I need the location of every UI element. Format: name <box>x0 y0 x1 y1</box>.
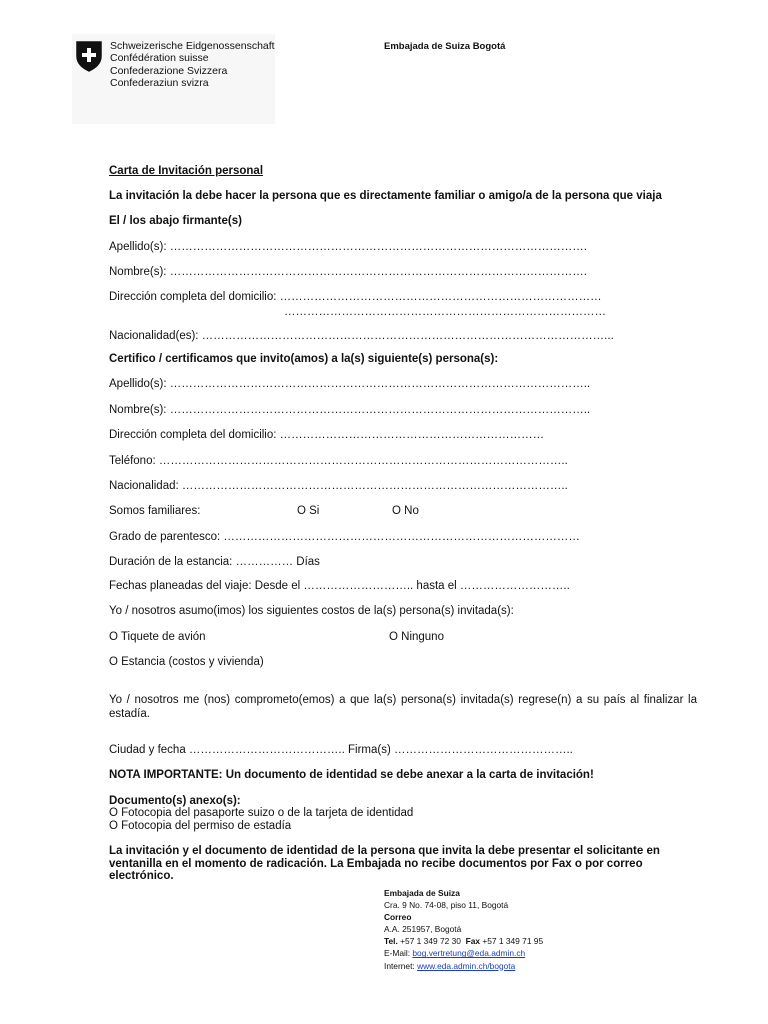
signer-name-field: Nombre(s): ………………………………………………………………………………………………. <box>109 266 587 278</box>
footer-email-line <box>384 947 543 959</box>
signer-surname-field: Apellido(s): ………………………………………………………………………………………………. <box>109 241 587 253</box>
tel-value: +57 1 349 72 30 <box>400 936 461 947</box>
footer-po-box: A.A. 251957, Bogotá <box>384 924 462 935</box>
family-no-option: O No <box>392 505 419 517</box>
fax-value: +57 1 349 71 95 <box>482 936 544 947</box>
footer-contact <box>384 887 543 972</box>
invitee-nationality-field: Nacionalidad: ……………………………………………………………………………………….. <box>109 480 568 492</box>
costs-statement: Yo / nosotros asumo(imos) los siguientes costos de la(s) persona(s) invitada(s): <box>109 605 514 617</box>
logo-line: Confederazione Svizzera <box>110 64 228 77</box>
fax-label: Fax <box>465 936 481 947</box>
signer-address-line2: ………………………………………………………………………… <box>284 306 606 318</box>
cost-option-flight: O Tiquete de avión <box>109 631 206 643</box>
section2-heading: Certifico / certificamos que invito(amos) a la(s) siguiente(s) persona(s): <box>109 353 499 365</box>
signer-address-field: Dirección completa del domicilio: ………………………………………………………………………… <box>109 291 602 303</box>
cost-option-lodging: O Estancia (costos y vivienda) <box>109 656 264 668</box>
logo-line: Confédération suisse <box>110 52 209 65</box>
relationship-field: Grado de parentesco: ………………………………………………………………………………… <box>109 531 580 543</box>
document-title: Carta de Invitación personal <box>109 165 264 177</box>
return-commitment: Yo / nosotros me (nos) comprometo(emos) a que la(s) persona(s) invitada(s) regrese(n) a su país al finalizar la estadía. <box>109 694 697 720</box>
important-note: NOTA IMPORTANTE: Un documento de identidad se debe anexar a la carta de invitación! <box>109 769 594 781</box>
section1-heading: El / los abajo firmante(s) <box>109 215 242 227</box>
footer-address: Cra. 9 No. 74-08, piso 11, Bogotá <box>384 900 509 911</box>
invitee-address-field: Dirección completa del domicilio: …………………………………………………………… <box>109 429 545 441</box>
family-question: Somos familiares: <box>109 505 201 517</box>
closing-statement: La invitación y el documento de identidad de la persona que invita la debe presentar el solicitante en ventanilla en el momento de radicación. La Embajada no recibe documentos por Fax o por correo electrónico. <box>109 845 660 882</box>
invitee-name-field: Nombre(s): ……………………………………………………………………………………………….. <box>109 404 591 416</box>
signer-nationality-field: Nacionalidad(es): ……………………………………………………………………………………………... <box>109 330 614 342</box>
tel-label: Tel. <box>384 936 398 947</box>
travel-dates-field: Fechas planeadas del viaje: Desde el ……………………….. hasta el ……………………….. <box>109 580 570 592</box>
logo-line: Schweizerische Eidgenossenschaft <box>110 40 275 52</box>
internet-label: Internet: <box>384 960 415 971</box>
city-date-signature-field: Ciudad y fecha ………………………………….. Firma(s) ……………………………………….. <box>109 744 573 756</box>
footer-internet-line <box>384 960 543 972</box>
footer-phone-line <box>384 935 543 947</box>
stay-duration-field: Duración de la estancia: …………… Días <box>109 556 320 568</box>
embassy-header: Embajada de Suiza Bogotá <box>384 41 506 52</box>
email-label: E-Mail: <box>384 948 411 959</box>
cost-option-none: O Ninguno <box>389 631 444 643</box>
footer-mail-label: Correo <box>384 912 412 923</box>
website-link[interactable]: www.eda.admin.ch/bogota <box>417 960 516 971</box>
annexes-heading: Documento(s) anexo(s): <box>109 795 241 807</box>
intro-text: La invitación la debe hacer la persona que es directamente familiar o amigo/a de la persona que viaja <box>109 190 662 202</box>
invitee-surname-field: Apellido(s): ……………………………………………………………………………………………….. <box>109 378 591 390</box>
annex-item: O Fotocopia del pasaporte suizo o de la tarjeta de identidad <box>109 807 414 819</box>
annex-item: O Fotocopia del permiso de estadía <box>109 820 292 832</box>
logo-line: Confederaziun svizra <box>110 76 209 89</box>
swiss-coat-of-arms-icon <box>75 40 103 72</box>
family-yes-option: O Si <box>297 505 320 517</box>
confederation-names <box>110 40 275 89</box>
footer-embassy-name: Embajada de Suiza <box>384 888 460 898</box>
invitee-phone-field: Teléfono: …………………………………………………………………………………………….. <box>109 455 568 467</box>
email-link[interactable]: bog.vertretung@eda.admin.ch <box>412 948 526 959</box>
